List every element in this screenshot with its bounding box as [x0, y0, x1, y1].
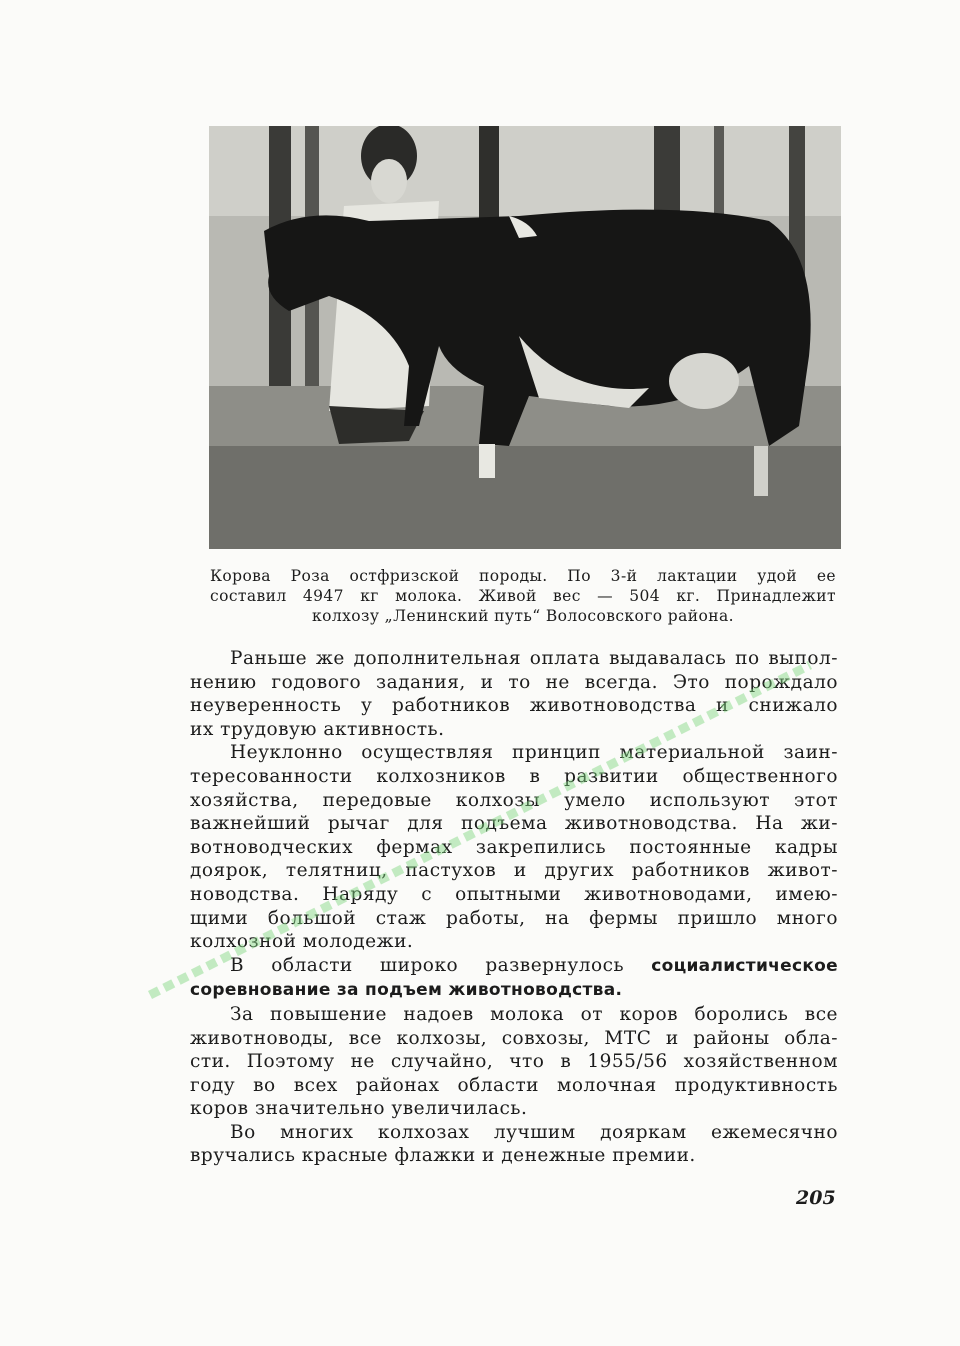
- caption-line: колхозу „Ленинский путь“ Волосовского района.: [312, 607, 734, 625]
- paragraph-2: [190, 741, 838, 953]
- caption-line: составил 4947 кг молока. Живой вес — 504 кг. Принадлежит: [210, 587, 836, 605]
- text-line: За повышение надоев молока от коров боролись все: [230, 1003, 838, 1025]
- text-line: хозяйства, передовые колхозы умело используют этот: [190, 789, 838, 811]
- text-line: вотноводческих фермах закрепились постоянные кадры: [190, 836, 838, 858]
- text-run: В области широко развернулось: [230, 954, 625, 976]
- text-line: щими большой стаж работы, на фермы пришло много: [190, 907, 838, 929]
- bold-text: соревнование за подъем животноводства.: [190, 980, 623, 1001]
- paragraph-4: [190, 1003, 838, 1121]
- cow-photo: [209, 126, 841, 549]
- text-line: неуверенность у работников животноводства и снижало: [190, 695, 838, 717]
- caption-line: Корова Роза остфризской породы. По 3-й лактации удой ее: [210, 567, 836, 585]
- text-line: Неуклонно осуществляя принцип материальной заин-: [230, 742, 838, 764]
- text-line: доярок, телятниц, пастухов и других работников живот-: [190, 860, 838, 882]
- text-line: году во всех районах области молочная продуктивность: [190, 1074, 838, 1096]
- text-line: Во многих колхозах лучшим дояркам ежемесячно: [230, 1121, 838, 1143]
- page-number: 205: [796, 1187, 836, 1209]
- bold-text: социалистическое: [651, 955, 838, 976]
- paragraph-5: [190, 1121, 838, 1168]
- figure-caption: [210, 566, 836, 626]
- paragraph-1: [190, 647, 838, 741]
- text-line: сти. Поэтому не случайно, что в 1955/56 хозяйственном: [190, 1051, 838, 1073]
- text-line: вручались красные флажки и денежные премии.: [190, 1145, 696, 1167]
- text-line: колхозной молодежи.: [190, 931, 414, 953]
- text-line: [190, 978, 838, 1003]
- text-line: животноводы, все колхозы, совхозы, МТС и районы обла-: [190, 1027, 838, 1049]
- text-line: тересованности колхозников в развитии общественного: [190, 765, 838, 787]
- main-text: [190, 647, 838, 1168]
- text-line: важнейший рычаг для подъема животноводства. На жи-: [190, 813, 838, 835]
- text-line: Раньше же дополнительная оплата выдавалась по выпол-: [230, 648, 838, 669]
- text-line: их трудовую активность.: [190, 718, 445, 740]
- text-line: новодства. Наряду с опытными животноводами, имею-: [190, 883, 838, 905]
- text-line: нению годового задания, и то не всегда. Это порождало: [190, 671, 838, 693]
- text-line: коров значительно увеличилась.: [190, 1098, 528, 1120]
- text-line: [190, 954, 838, 979]
- paragraph-3: [190, 954, 838, 1003]
